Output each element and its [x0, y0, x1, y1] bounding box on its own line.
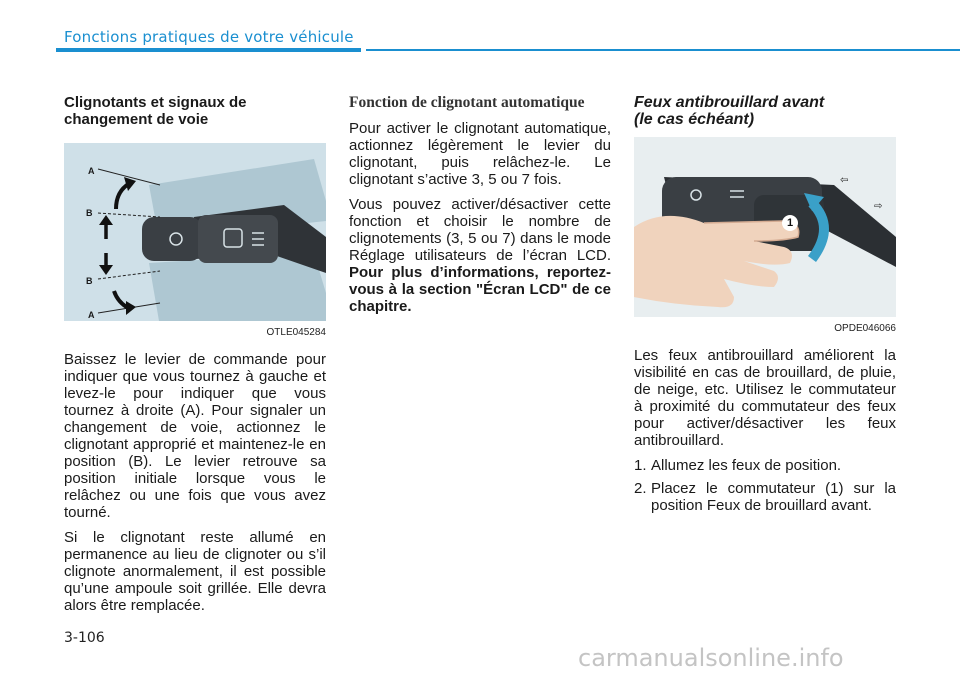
figure-label-b-bottom: B — [86, 276, 93, 286]
turn-signal-lever-illustration — [64, 143, 326, 321]
turn-signals-heading — [64, 94, 326, 128]
header-rule-thick — [56, 48, 361, 52]
header-rule-thin — [366, 49, 960, 51]
fog-lights-paragraph-1: Les feux antibrouillard améliorent la visibilité en cas de brouillard, de pluie, de neige, etc. Utilisez le commutateur à proximité du commutateur des feux pour activer/désactiver les feux antibrouillard. — [634, 347, 896, 449]
svg-text:⇦: ⇦ — [840, 175, 849, 186]
auto-turn-signal-heading: Fonction de clignotant automatique — [349, 94, 585, 111]
figure-label-a-top: A — [88, 166, 95, 176]
fog-lights-heading-line2: (le cas échéant) — [634, 111, 755, 128]
auto-turn-signal-paragraph-2 — [349, 196, 611, 315]
step-text: Allumez les feux de position. — [651, 457, 842, 474]
column-front-fog-lights — [634, 94, 896, 520]
figure-code: OTLE045284 — [266, 327, 326, 338]
page-number: 3-106 — [64, 630, 105, 646]
auto-turn-signal-paragraph-2-text: Vous pouvez activer/désactiver cette fonction et choisir le nombre de clignotements (3, 5 ou 7) dans le mode Réglage utilisateurs de l’écran LCD. — [349, 196, 611, 264]
turn-signals-paragraph-2: Si le clignotant reste allumé en permanence au lieu de clignoter ou s’il clignote anormalement, il est possible qu’une ampoule soit grillée. Elle devra alors être remplacée. — [64, 529, 326, 614]
fog-lights-steps — [634, 457, 896, 514]
column-turn-signals — [64, 94, 326, 622]
step-number: 1. — [634, 457, 647, 474]
list-item — [634, 480, 896, 514]
figure-code: OPDE046066 — [834, 323, 896, 334]
auto-turn-signal-reference: Pour plus d’informations, reportez-vous à la section "Écran LCD" de ce chapitre. — [349, 264, 611, 315]
switch-number-badge — [782, 215, 798, 231]
turn-signals-heading-line2: changement de voie — [64, 111, 209, 128]
section-title: Fonctions pratiques de votre véhicule — [64, 28, 354, 46]
column-auto-turn-signal — [349, 94, 611, 323]
svg-text:⇨: ⇨ — [874, 201, 883, 212]
step-number: 2. — [634, 480, 647, 497]
fog-lights-heading-line1: Feux antibrouillard avant — [634, 94, 825, 111]
switch-number-badge-label: 1 — [786, 217, 794, 229]
watermark: carmanualsonline.info — [578, 644, 844, 672]
fog-lights-heading — [634, 94, 896, 128]
auto-turn-signal-paragraph-1: Pour activer le clignotant automatique, actionnez légèrement le levier du clignotant, puis relâchez-le. Le clignotant s’active 3, 5 ou 7 fois. — [349, 120, 611, 188]
figure-label-a-bottom: A — [88, 310, 95, 320]
list-item — [634, 457, 896, 474]
step-text: Placez le commutateur (1) sur la position Feux de brouillard avant. — [651, 480, 896, 514]
fog-light-switch-figure — [634, 137, 896, 317]
turn-signal-lever-figure — [64, 143, 326, 321]
turn-signals-paragraph-1: Baissez le levier de commande pour indiquer que vous tournez à gauche et levez-le pour indiquer que vous tournez à droite (A). Pour signaler un changement de voie, actionnez le clignotant approprié et maintenez-le en position (B). Le levier retrouve sa position initiale lorsque vous le relâchez ou une fois que vous avez tourné. — [64, 351, 326, 521]
figure-label-b-top: B — [86, 208, 93, 218]
turn-signals-heading-line1: Clignotants et signaux de — [64, 94, 247, 111]
fog-light-switch-illustration — [634, 137, 896, 317]
